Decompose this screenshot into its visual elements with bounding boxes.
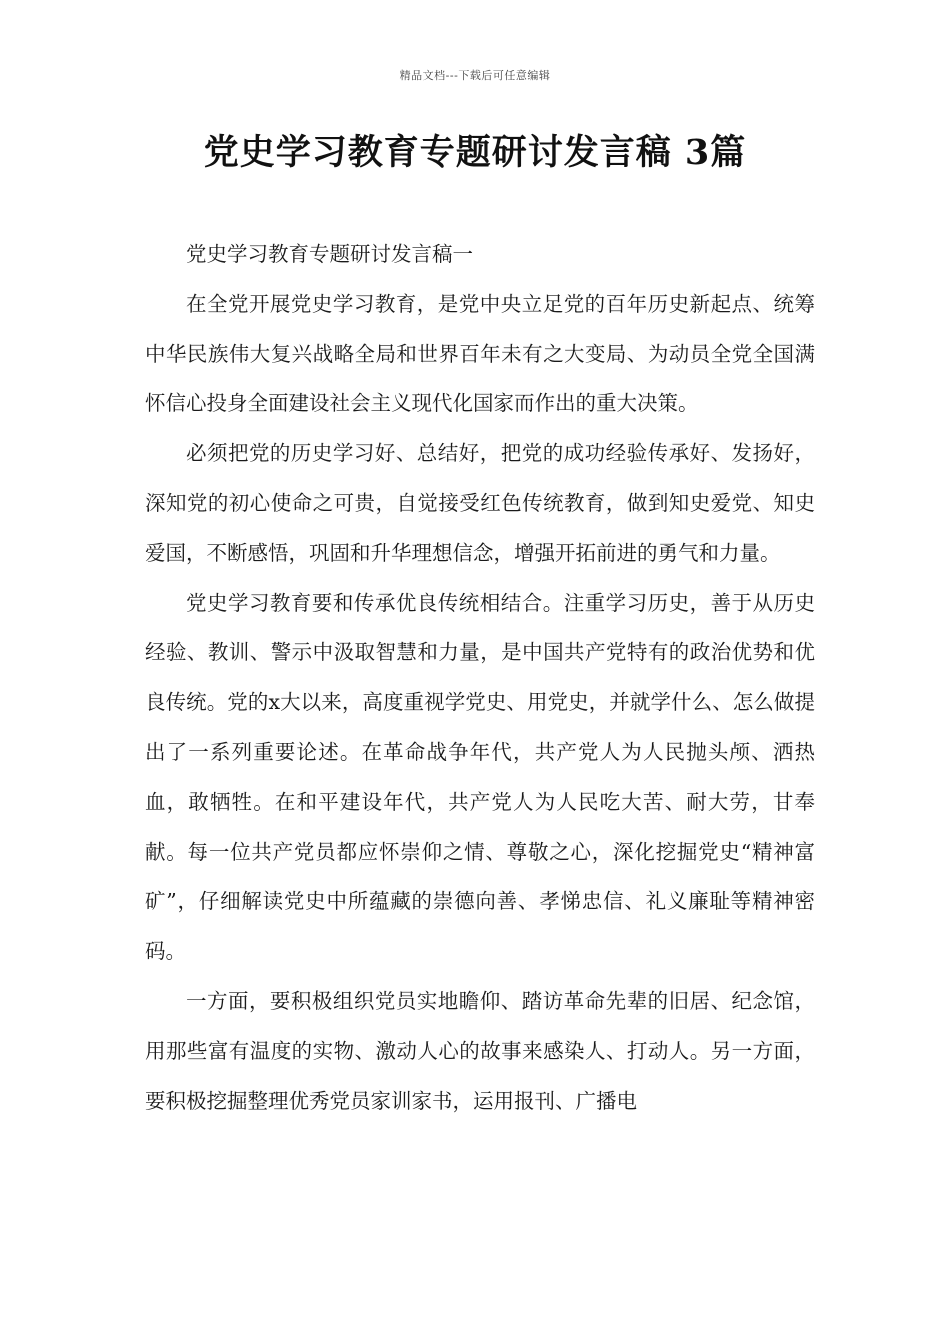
document-body [145,230,815,1126]
section-heading: 党史学习教育专题研讨发言稿一 [186,242,473,266]
paragraph-4: 一方面，要积极组织党员实地瞻仰、踏访革命先辈的旧居、纪念馆，用那些富有温度的实物、激动人心的故事来感染人、打动人。另一方面，要积极挖掘整理优秀党员家训家书，运用报刊、广播电 [145,988,815,1113]
paragraph-2: 必须把党的历史学习好、总结好，把党的成功经验传承好、发扬好，深知党的初心使命之可贵，自觉接受红色传统教育，做到知史爱党、知史爱国，不断感悟，巩固和升华理想信念，增强开拓前进的勇气和力量。 [145,441,815,565]
paragraph-1: 在全党开展党史学习教育，是党中央立足党的百年历史新起点、统筹中华民族伟大复兴战略全局和世界百年未有之大变局、为动员全党全国满怀信心投身全面建设社会主义现代化国家而作出的重大决策。 [145,291,815,416]
paragraph-3: 党史学习教育要和传承优良传统相结合。注重学习历史，善于从历史经验、教训、警示中汲取智慧和力量，是中国共产党特有的政治优势和优良传统。党的x大以来，高度重视学党史、用党史，并就学什么、怎么做提出了一系列重要论述。在革命战争年代，共产党人为人民抛头颅、洒热血，敢牺牲。在和平建设年代，共产党人为人民吃大苦、耐大劳，甘奉献。每一位共产党员都应怀崇仰之情、尊敬之心，深化挖掘党史“精神富矿”，仔细解读党史中所蕴藏的崇德向善、孝悌忠信、礼义廉耻等精神密码。 [145,590,815,964]
document-title: 党史学习教育专题研讨发言稿 3篇 [203,132,747,173]
page-header-note: 精品文档---下载后可任意编辑 [399,69,551,82]
